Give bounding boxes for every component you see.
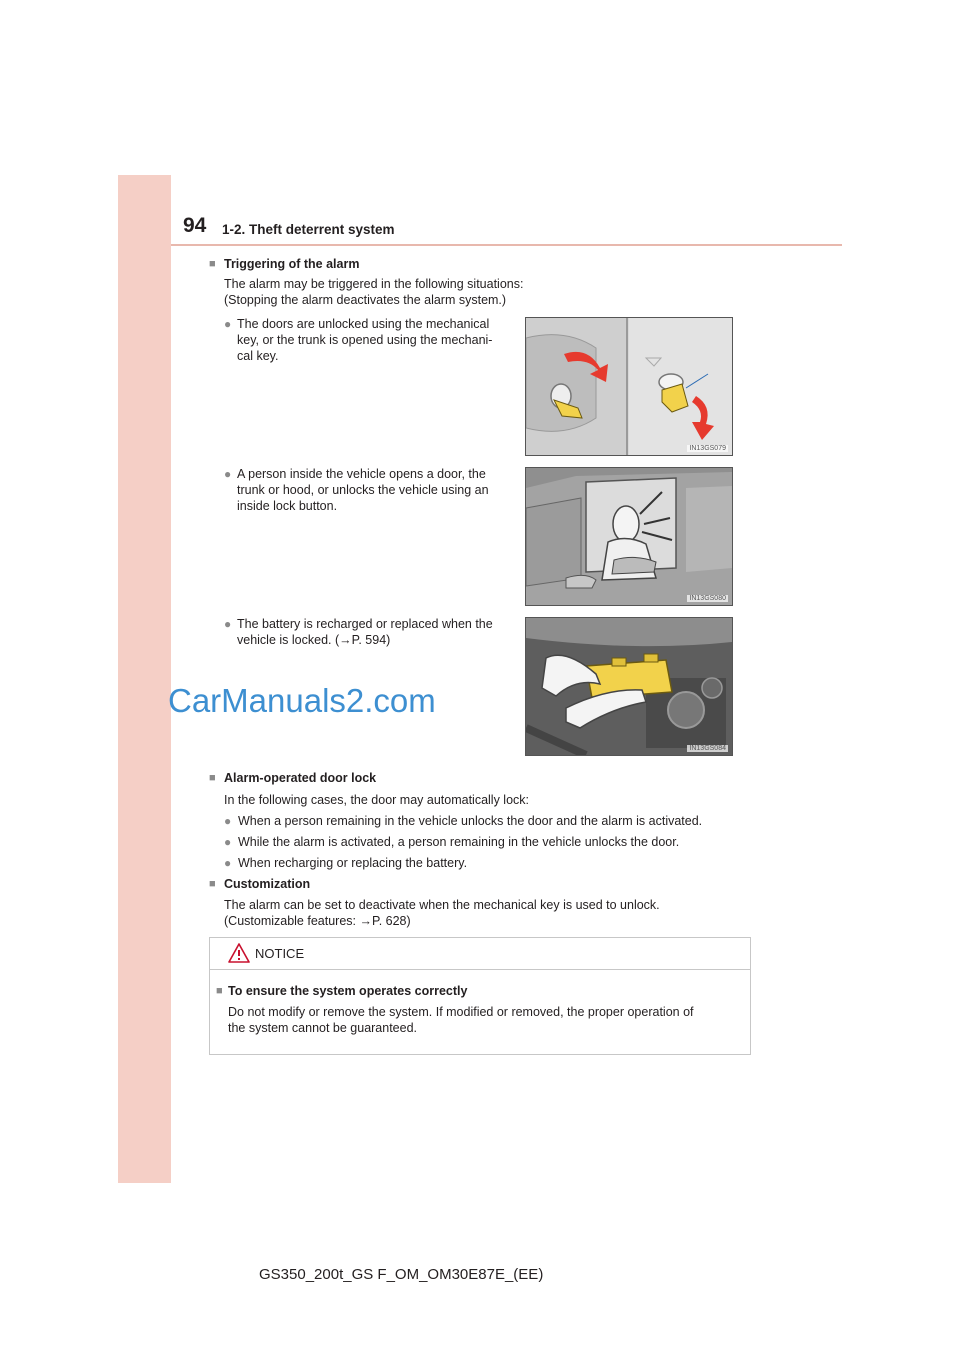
square-bullet-icon: ■ bbox=[209, 258, 216, 270]
trigger-item-battery bbox=[237, 616, 513, 648]
page-number: 94 bbox=[183, 214, 207, 237]
figure-code: IN13GS080 bbox=[689, 595, 726, 602]
watermark: CarManuals2.com bbox=[168, 682, 436, 719]
circle-bullet-icon: ● bbox=[224, 856, 232, 870]
item-line: inside lock button. bbox=[237, 499, 338, 513]
door-lock-intro: In the following cases, the door may automatically lock: bbox=[224, 793, 530, 807]
triggering-heading: Triggering of the alarm bbox=[224, 257, 360, 271]
warning-triangle-icon bbox=[228, 943, 250, 963]
figure-battery bbox=[525, 617, 733, 756]
figure-code: IN13GS084 bbox=[689, 745, 726, 752]
header-rule bbox=[171, 244, 842, 246]
customization-heading: Customization bbox=[224, 877, 311, 891]
customization-ref: (Customizable features: →P. 628) bbox=[224, 914, 411, 928]
battery-replacement-illustration bbox=[526, 618, 732, 755]
circle-bullet-icon: ● bbox=[224, 617, 232, 631]
section-title: 1-2. Theft deterrent system bbox=[222, 222, 395, 237]
triggering-intro: The alarm may be triggered in the following situations: bbox=[224, 277, 524, 291]
square-bullet-icon: ■ bbox=[209, 772, 216, 784]
figure-mechanical-key bbox=[525, 317, 733, 456]
notice-text: Do not modify or remove the system. If modified or removed, the proper operation of bbox=[228, 1005, 694, 1019]
footer-doc-code: GS350_200t_GS F_OM_OM30E87E_(EE) bbox=[259, 1266, 544, 1283]
circle-bullet-icon: ● bbox=[224, 317, 232, 331]
figure-code: IN13GS079 bbox=[689, 445, 726, 452]
person-in-vehicle-illustration bbox=[526, 468, 732, 605]
square-bullet-icon: ■ bbox=[209, 878, 216, 890]
mechanical-key-illustration bbox=[526, 318, 732, 455]
chapter-sidebar bbox=[118, 175, 171, 1183]
item-line: vehicle is locked. (→P. 594) bbox=[237, 633, 391, 647]
notice-box bbox=[209, 937, 751, 1055]
notice-header bbox=[210, 938, 750, 970]
trigger-item-mechanical-key bbox=[237, 316, 513, 364]
trigger-item-person-inside bbox=[237, 466, 513, 514]
item-line: A person inside the vehicle opens a door, the bbox=[237, 467, 486, 481]
figure-person-inside bbox=[525, 467, 733, 606]
customization-text: The alarm can be set to deactivate when the mechanical key is used to unlock. bbox=[224, 898, 660, 912]
notice-title: To ensure the system operates correctly bbox=[228, 984, 468, 998]
door-lock-item: When recharging or replacing the battery. bbox=[238, 856, 468, 870]
item-line: The battery is recharged or replaced when the bbox=[237, 617, 493, 631]
notice-label: NOTICE bbox=[255, 946, 305, 961]
item-line: The doors are unlocked using the mechanical bbox=[237, 317, 490, 331]
item-line: trunk or hood, or unlocks the vehicle using an bbox=[237, 483, 489, 497]
circle-bullet-icon: ● bbox=[224, 467, 232, 481]
circle-bullet-icon: ● bbox=[224, 835, 232, 849]
triggering-note: (Stopping the alarm deactivates the alarm system.) bbox=[224, 293, 507, 307]
circle-bullet-icon: ● bbox=[224, 814, 232, 828]
door-lock-item: When a person remaining in the vehicle unlocks the door and the alarm is activated. bbox=[238, 814, 703, 828]
item-line: key, or the trunk is opened using the mechani- bbox=[237, 333, 493, 347]
notice-text: the system cannot be guaranteed. bbox=[228, 1021, 418, 1035]
item-line: cal key. bbox=[237, 349, 279, 363]
door-lock-item: While the alarm is activated, a person remaining in the vehicle unlocks the door. bbox=[238, 835, 680, 849]
door-lock-heading: Alarm-operated door lock bbox=[224, 771, 377, 785]
square-bullet-icon: ■ bbox=[216, 985, 223, 997]
